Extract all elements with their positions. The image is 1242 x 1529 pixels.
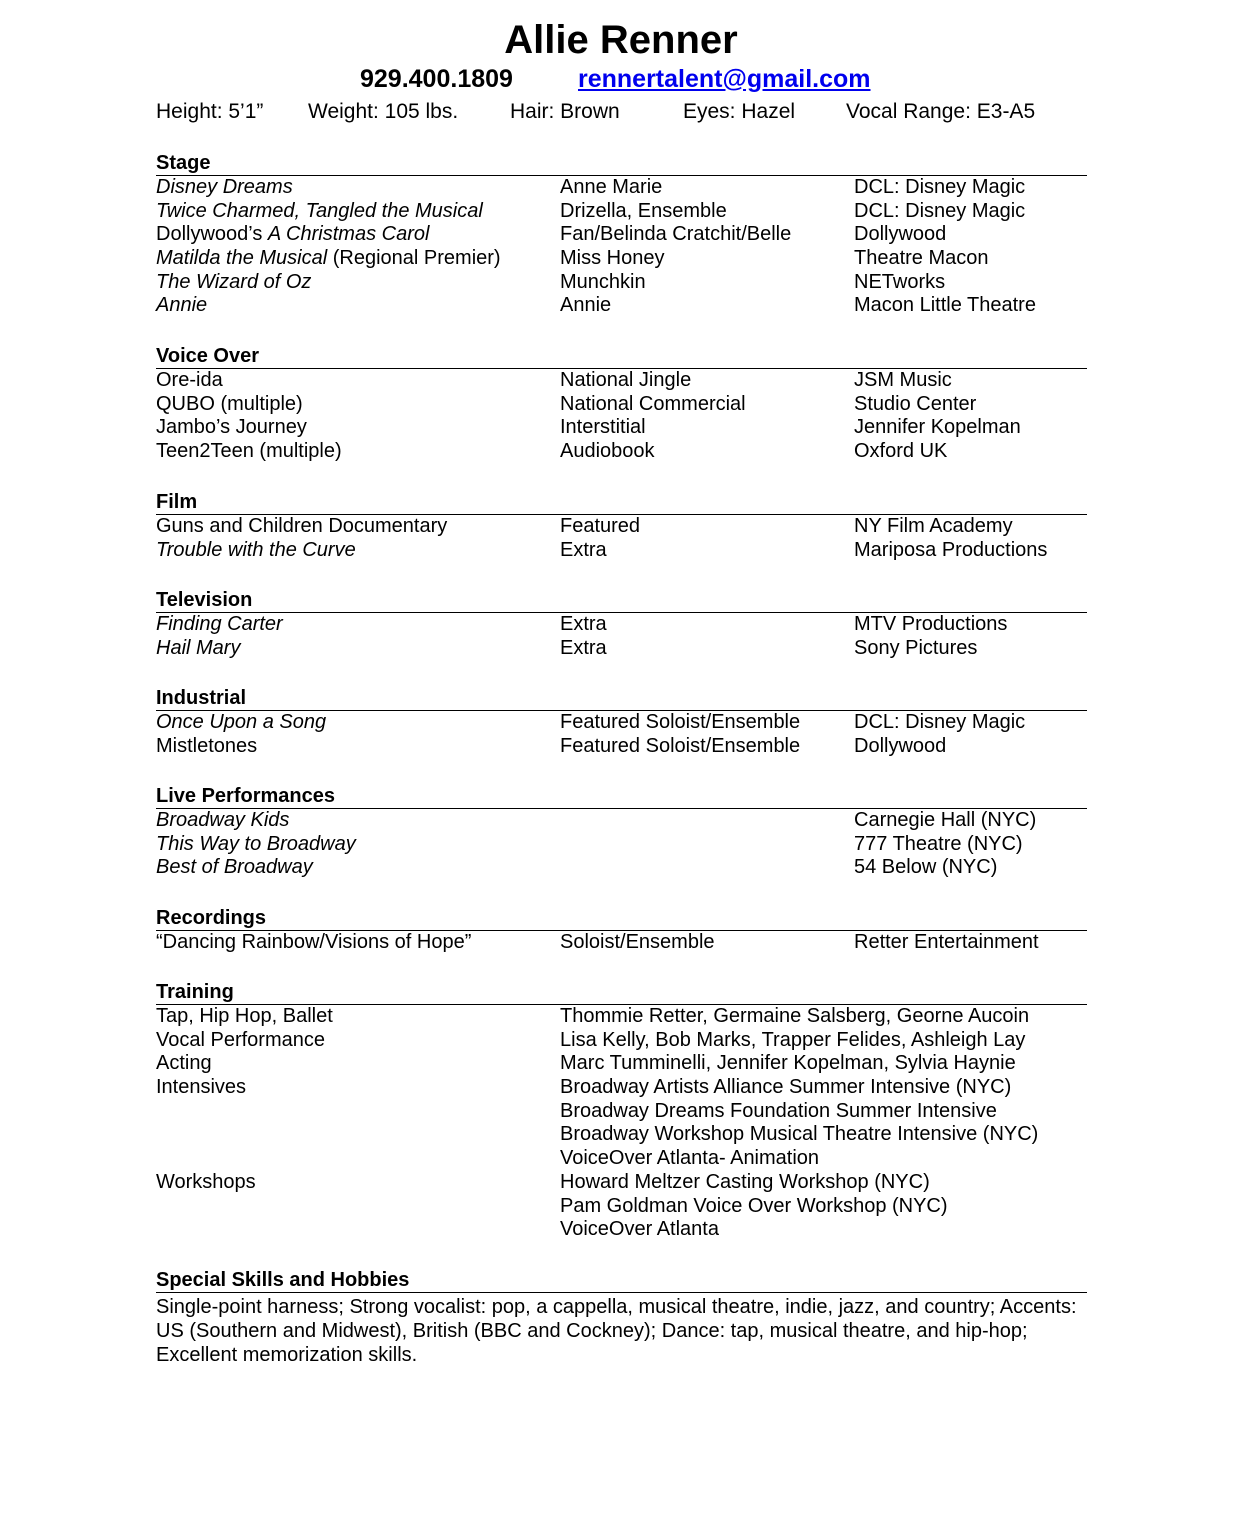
credit-title: [156, 809, 289, 833]
credit-role: Marc Tumminelli, Jennifer Kopelman, Sylvia Haynie: [560, 1052, 1016, 1075]
credit-title-italic: Disney Dreams: [156, 176, 293, 198]
credit-title-text: Acting: [156, 1052, 212, 1075]
credit-row: [156, 1100, 1087, 1124]
credit-title: [156, 1052, 212, 1076]
credit-role: Broadway Dreams Foundation Summer Intensive: [560, 1099, 997, 1122]
credit-title: [156, 735, 257, 759]
stat-hair: Hair: Brown: [510, 100, 620, 123]
credit-title: [156, 369, 223, 393]
credit-role: Soloist/Ensemble: [560, 931, 715, 953]
credit-row: [156, 1123, 1087, 1147]
credit-title: [156, 294, 207, 318]
credit-role: Miss Honey: [560, 247, 665, 270]
section-heading: Special Skills and Hobbies: [156, 1268, 1087, 1293]
credit-venue: DCL: Disney Magic: [854, 199, 1026, 222]
credit-role: Fan/Belinda Cratchit/Belle: [560, 223, 792, 246]
phone-number: 929.400.1809: [360, 65, 513, 93]
credit-role: VoiceOver Atlanta: [560, 1218, 719, 1241]
credit-venue: Sony Pictures: [854, 636, 978, 659]
section-rows: [156, 515, 1087, 562]
credit-row: [156, 711, 1087, 735]
credit-title: [156, 1076, 246, 1100]
credit-row: [156, 809, 1087, 833]
section-rows: [156, 369, 1087, 464]
credit-venue: JSM Music: [854, 369, 952, 391]
credit-title-italic: The Wizard of Oz: [156, 270, 312, 293]
section-live-performances: [156, 784, 1087, 880]
credit-venue: NY Film Academy: [854, 515, 1013, 537]
credit-title: [156, 515, 447, 539]
credit-title: [156, 271, 311, 295]
credit-row: [156, 1029, 1087, 1053]
credit-venue: Jennifer Kopelman: [854, 416, 1021, 439]
credit-row: [156, 393, 1087, 417]
credit-venue: MTV Productions: [854, 613, 1008, 635]
section-rows: [156, 176, 1087, 318]
credit-row: [156, 539, 1087, 563]
credit-row: [156, 416, 1087, 440]
credit-title-italic: Trouble with the Curve: [156, 538, 356, 561]
credit-role: Broadway Workshop Musical Theatre Intensive (NYC): [560, 1123, 1039, 1146]
section-heading: Live Performances: [156, 784, 1087, 809]
credit-title-italic: A Christmas Carol: [267, 223, 430, 246]
section-rows: [156, 613, 1087, 660]
credit-row: [156, 613, 1087, 637]
section-rows: [156, 931, 1087, 955]
credit-title: [156, 416, 307, 440]
credit-title: [156, 200, 483, 224]
section-special-skills: [156, 1268, 1087, 1367]
credit-title-text: Jambo’s Journey: [156, 416, 307, 439]
credit-venue: DCL: Disney Magic: [854, 176, 1026, 198]
credit-title-italic: Once Upon a Song: [156, 711, 327, 733]
credit-venue: Retter Entertainment: [854, 931, 1039, 953]
credit-title: [156, 1005, 333, 1029]
section-television: [156, 588, 1087, 660]
section-heading: Training: [156, 980, 1087, 1005]
credit-role: Thommie Retter, Germaine Salsberg, Georne Aucoin: [560, 1005, 1030, 1027]
section-industrial: [156, 686, 1087, 758]
section-rows: [156, 1005, 1087, 1242]
credit-role: Pam Goldman Voice Over Workshop (NYC): [560, 1194, 948, 1217]
credit-role: Munchkin: [560, 270, 646, 293]
section-heading: Television: [156, 588, 1087, 613]
section-voice-over: [156, 344, 1087, 464]
credit-title: [156, 613, 283, 637]
credit-row: [156, 637, 1087, 661]
section-recordings: [156, 906, 1087, 955]
email-link[interactable]: rennertalent@gmail.com: [578, 65, 871, 93]
stat-weight: Weight: 105 lbs.: [308, 100, 459, 123]
credit-title-text: Workshops: [156, 1170, 256, 1193]
credit-row: [156, 1052, 1087, 1076]
credit-venue: DCL: Disney Magic: [854, 711, 1026, 733]
credit-row: [156, 1171, 1087, 1195]
credit-title-italic: Hail Mary: [156, 636, 241, 659]
credit-title-text: Guns and Children Documentary: [156, 515, 448, 537]
credit-role: Featured: [560, 515, 641, 537]
resume-name: Allie Renner: [504, 18, 738, 62]
credit-role: Drizella, Ensemble: [560, 199, 727, 222]
credit-venue: Carnegie Hall (NYC): [854, 809, 1037, 831]
credit-title: [156, 856, 313, 880]
credit-title: [156, 637, 240, 661]
credit-title-prefix: Dollywood’s: [156, 223, 268, 246]
credit-row: [156, 247, 1087, 271]
credit-role: Lisa Kelly, Bob Marks, Trapper Felides, Ashleigh Lay: [560, 1028, 1026, 1051]
credit-title-italic: Annie: [156, 294, 208, 317]
contact-line: [360, 62, 871, 96]
credit-title: [156, 711, 326, 735]
credit-row: [156, 931, 1087, 955]
credit-title: [156, 393, 303, 417]
section-heading: Voice Over: [156, 344, 1087, 369]
credit-title-italic: This Way to Broadway: [156, 832, 356, 855]
credit-role: Extra: [560, 613, 607, 635]
credit-role: Annie: [560, 294, 612, 317]
credit-row: [156, 440, 1087, 464]
credit-title: [156, 1029, 325, 1053]
section-heading: Recordings: [156, 906, 1087, 931]
credit-row: [156, 369, 1087, 393]
section-heading: Stage: [156, 151, 1087, 176]
credit-row: [156, 735, 1087, 759]
stat-eyes: Eyes: Hazel: [683, 100, 796, 123]
credit-role: Extra: [560, 538, 607, 561]
credit-row: [156, 294, 1087, 318]
credit-role: Howard Meltzer Casting Workshop (NYC): [560, 1170, 930, 1193]
credit-title-text: Tap, Hip Hop, Ballet: [156, 1005, 333, 1027]
credit-title: [156, 440, 342, 464]
credit-row: [156, 176, 1087, 200]
credit-role: Interstitial: [560, 416, 646, 439]
credit-role: VoiceOver Atlanta- Animation: [560, 1147, 820, 1170]
credit-row: [156, 200, 1087, 224]
credit-row: [156, 1218, 1087, 1242]
credit-row: [156, 223, 1087, 247]
credit-row: [156, 1147, 1087, 1171]
credit-title-text: QUBO (multiple): [156, 392, 303, 415]
credit-venue: Dollywood: [854, 734, 947, 757]
section-heading: Industrial: [156, 686, 1087, 711]
section-training: [156, 980, 1087, 1242]
section-rows: [156, 809, 1087, 880]
credit-row: [156, 856, 1087, 880]
credit-venue: NETworks: [854, 270, 946, 293]
section-film: [156, 490, 1087, 562]
section-heading: Film: [156, 490, 1087, 515]
credit-title: [156, 223, 429, 247]
credit-role: Featured Soloist/Ensemble: [560, 734, 801, 757]
credit-row: [156, 1005, 1087, 1029]
skills-paragraph: Single-point harness; Strong vocalist: pop, a cappella, musical theatre, indie, jazz, and country; Accents: US (Southern and Midwest), British (BBC and Cockney); Dance: tap, musical theatre, and hip-hop; Excellent memorization skills.: [156, 1296, 1077, 1366]
credit-title-italic: Matilda the Musical: [156, 247, 328, 270]
credit-title-italic: Best of Broadway: [156, 856, 313, 879]
stat-vocal-range: Vocal Range: E3-A5: [846, 100, 1036, 123]
section-rows: [156, 711, 1087, 758]
credit-title-text: Vocal Performance: [156, 1028, 325, 1051]
credit-row: [156, 833, 1087, 857]
credit-venue: Studio Center: [854, 392, 977, 415]
credit-title: [156, 247, 501, 271]
credit-role: National Jingle: [560, 369, 692, 391]
stat-height: Height: 5’1”: [156, 100, 264, 123]
credit-venue: Oxford UK: [854, 440, 948, 463]
credit-title-italic: Twice Charmed, Tangled the Musical: [156, 199, 483, 222]
credit-title-suffix: (Regional Premier): [327, 247, 501, 270]
credit-role: Anne Marie: [560, 176, 663, 198]
credit-title: [156, 833, 356, 857]
credit-row: [156, 1076, 1087, 1100]
credit-title: [156, 1171, 256, 1195]
credit-venue: Mariposa Productions: [854, 538, 1048, 561]
credit-title-text: Intensives: [156, 1076, 247, 1099]
credit-title-italic: Broadway Kids: [156, 809, 290, 831]
section-stage: [156, 151, 1087, 318]
credit-role: Broadway Artists Alliance Summer Intensive (NYC): [560, 1076, 1012, 1099]
credit-role: Audiobook: [560, 440, 655, 463]
credit-row: [156, 515, 1087, 539]
credit-title: [156, 176, 293, 200]
credit-venue: Macon Little Theatre: [854, 294, 1036, 317]
credit-role: Extra: [560, 636, 607, 659]
credit-title-text: “Dancing Rainbow/Visions of Hope”: [156, 931, 472, 953]
credit-role: Featured Soloist/Ensemble: [560, 711, 801, 733]
credit-title-italic: Finding Carter: [156, 613, 283, 635]
credit-title-text: Ore-ida: [156, 369, 223, 391]
credit-role: National Commercial: [560, 392, 746, 415]
credit-venue: Theatre Macon: [854, 247, 989, 270]
credit-venue: 777 Theatre (NYC): [854, 832, 1023, 855]
credit-title-text: Mistletones: [156, 734, 258, 757]
credit-title: [156, 931, 471, 955]
credit-venue: 54 Below (NYC): [854, 856, 998, 879]
credit-row: [156, 271, 1087, 295]
credit-row: [156, 1195, 1087, 1219]
credit-title: [156, 539, 356, 563]
credit-venue: Dollywood: [854, 223, 947, 246]
credit-title-text: Teen2Teen (multiple): [156, 440, 342, 463]
